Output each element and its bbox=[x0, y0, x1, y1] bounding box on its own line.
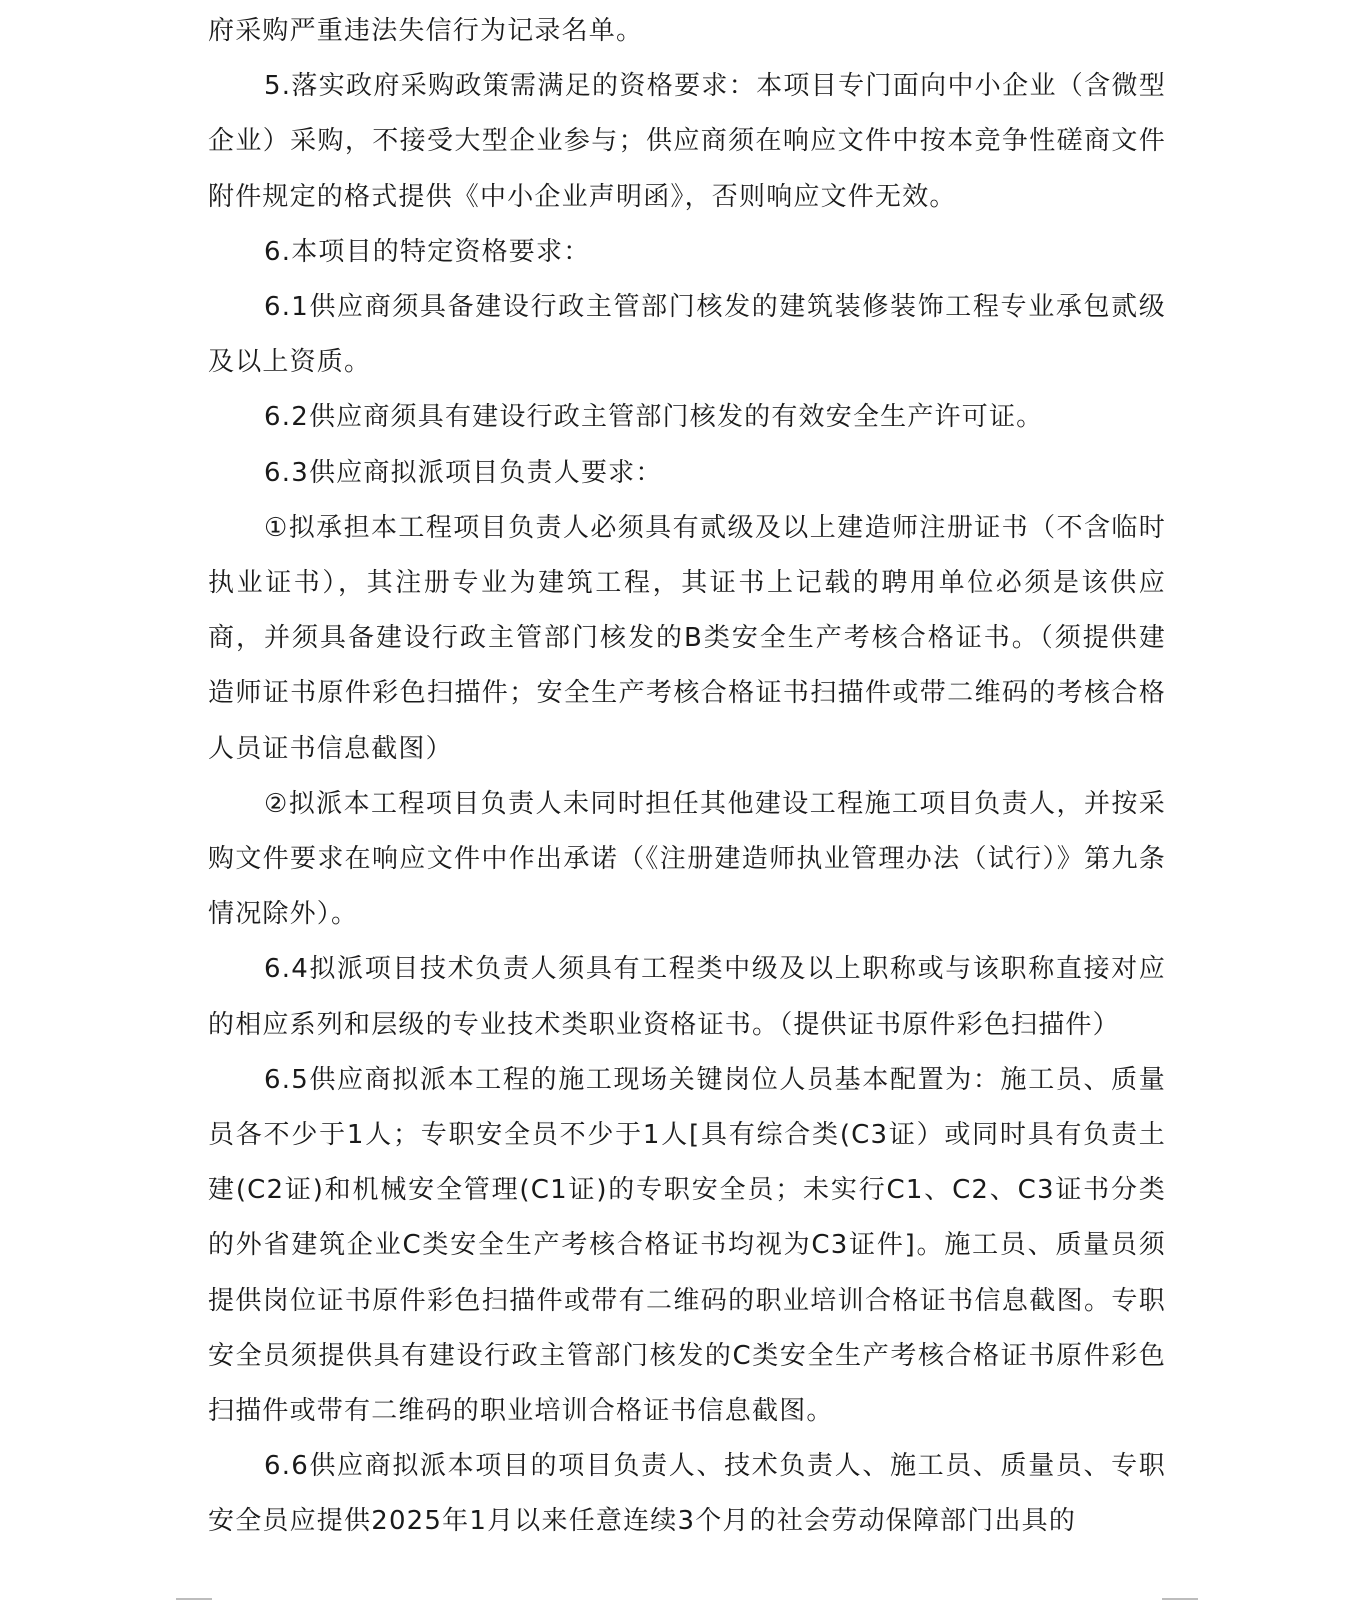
paragraph-6-4-technical-lead: 6.4拟派项目技术负责人须具有工程类中级及以上职称或与该职称直接对应的相应系列和层级的专业技术类职业资格证书。（提供证书原件彩色扫描件） bbox=[208, 954, 1166, 1040]
paragraph-6-3-project-manager: 6.3供应商拟派项目负责人要求： bbox=[264, 457, 663, 488]
paragraph-6-3-item-2: ②拟派本工程项目负责人未同时担任其他建设工程施工项目负责人，并按采购文件要求在响应文件中作出承诺（《注册建造师执业管理办法（试行）》第九条情况除外）。 bbox=[208, 788, 1166, 930]
paragraph-6-2-safety-license: 6.2供应商须具有建设行政主管部门核发的有效安全生产许可证。 bbox=[264, 402, 1044, 433]
paragraph-6-specific-requirements: 6.本项目的特定资格要求： bbox=[264, 236, 591, 267]
paragraph-6-3-item-1: ①拟承担本工程项目负责人必须具有贰级及以上建造师注册证书（不含临时执业证书），其注册专业为建筑工程，其证书上记载的聘用单位必须是该供应商，并须具备建设行政主管部门核发的B类安全生产考核合格证书。（须提供建造师证书原件彩色扫描件；安全生产考核合格证书扫描件或带二维码的考核合格人员证书信息截图） bbox=[208, 512, 1166, 764]
paragraph-6-5-key-staff: 6.5供应商拟派本工程的施工现场关键岗位人员基本配置为：施工员、质量员各不少于1人；专职安全员不少于1人[具有综合类(C3证）或同时具有负责土建(C2证)和机械安全管理(C1证)的专职安全员；未实行C1、C2、C3证书分类的外省建筑企业C类安全生产考核合格证书均视为C3证件]。施工员、质量员须提供岗位证书原件彩色扫描件或带有二维码的职业培训合格证书信息截图。专职安全员须提供具有建设行政主管部门核发的C类安全生产考核合格证书原件彩色扫描件或带有二维码的职业培训合格证书信息截图。 bbox=[208, 1064, 1166, 1427]
document-body bbox=[208, 4, 1166, 1550]
paragraph-continued-blacklist: 府采购严重违法失信行为记录名单。 bbox=[208, 16, 644, 46]
paragraph-6-1-qualification: 6.1供应商须具备建设行政主管部门核发的建筑装修装饰工程专业承包贰级及以上资质。 bbox=[208, 292, 1166, 378]
paragraph-6-6-social-insurance: 6.6供应商拟派本项目的项目负责人、技术负责人、施工员、质量员、专职安全员应提供2025年1月以来任意连续3个月的社会劳动保障部门出具的 bbox=[208, 1451, 1166, 1537]
paragraph-5-sme-policy: 5.落实政府采购政策需满足的资格要求：本项目专门面向中小企业（含微型企业）采购，不接受大型企业参与；供应商须在响应文件中按本竞争性磋商文件附件规定的格式提供《中小企业声明函》，否则响应文件无效。 bbox=[208, 71, 1166, 212]
